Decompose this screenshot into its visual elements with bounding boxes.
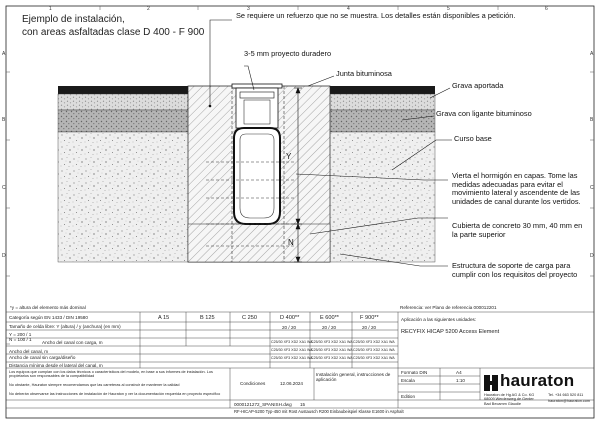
grid-col-5: 5: [447, 6, 450, 12]
class-d400: D 400**: [280, 315, 300, 321]
concrete-f900-c: C25/30 XF3 XD2 XA1 WA: [353, 356, 395, 360]
product-applies-label: Aplicación a las siguientes unidades:: [401, 317, 477, 322]
grid-row-c: C: [2, 185, 6, 191]
footnote: *y = altura del elemento más dominal: [10, 305, 86, 310]
table-row2-label: Tamaño de celda libre: Y (altura) / y (anchura) (en mm): [9, 324, 121, 329]
format-value: A4: [456, 370, 462, 375]
grid-row-c-right: C: [590, 185, 594, 191]
grid-col-1: 1: [49, 6, 52, 12]
disclaimer-3: No deberán observarse las instrucciones de instalación de Hauraton y ver la documentación requerida en proyecto específico: [9, 392, 221, 396]
date: 12.06.2024: [280, 381, 303, 386]
concrete-e600-b: C25/30 XF3 XD2 XA1 WA: [311, 348, 353, 352]
grid-row-a: A: [2, 51, 6, 57]
table-row5-label: Ancho del canal, m: [9, 349, 49, 354]
table-row1-label: Categoría según EN 1433 / DIN 19580: [9, 315, 88, 320]
format-label: Formato DIN: [401, 370, 428, 375]
table-row3-label: Y = 200 / 1: [9, 332, 32, 337]
class-c250: C 250: [242, 315, 257, 321]
dim-d400: 20 / 20: [282, 325, 297, 330]
dim-f900: 20 / 20: [362, 325, 377, 330]
company-phone: Tel. +34 663 520 811: [548, 393, 584, 397]
grid-col-4: 4: [347, 6, 350, 12]
grid-row-b: B: [2, 117, 6, 123]
concrete-d400: C25/30 XF3 XD2 XA1 WA: [271, 340, 313, 344]
support-zone: [188, 224, 330, 262]
table-row6-label: Ancho de canal sin carga/diseño: [9, 355, 76, 360]
concrete-d400-c: C25/30 XF3 XD2 XA1 WA: [271, 356, 313, 360]
class-f900: F 900**: [360, 315, 379, 321]
disclaimer-1: Los equipos que cumplan con los datos técnicos o característicos del modelo, en base a sus informes de instalación. Los propietarios son responsables de la compatibilidad: [9, 370, 213, 379]
class-a15: A 15: [158, 315, 170, 321]
scale-value: 1:10: [456, 378, 465, 383]
drawing-title-line2: con areas asfaltadas clase D 400 - F 900: [22, 27, 205, 38]
drawing-title-line1: Ejemplo de instalación,: [22, 14, 125, 25]
channel-element: [232, 84, 282, 224]
drawing-number: RF-HICAP-5200 Typ-450 mit Rost Austausch R200 Einbaubeispiel Klasse E1600 in Asphalt: [234, 409, 404, 414]
grid-col-2: 2: [147, 6, 150, 12]
concrete-f900-b: C25/30 XF3 XD2 XA1 WA: [353, 348, 395, 352]
table-row4-label: Ancho del canal con carga, m: [42, 340, 103, 345]
table-row7-label: Distancia mínima desde el lateral del canal, m: [9, 363, 103, 368]
scale-label: Escala: [401, 378, 415, 383]
annotation-proyecto: 3-5 mm proyecto duradero: [244, 49, 332, 58]
annotation-cubierta: Cubierta de concreto 30 mm, 40 mm en la parte superior: [452, 221, 583, 239]
concrete-e600: C25/30 XF3 XD2 XA1 WA: [311, 340, 353, 344]
annotation-junta: Junta bituminosa: [336, 69, 392, 78]
file-code: 0000121272_SPANISH.dwg: [234, 402, 292, 407]
table-row3-sub: N = 100 / 1: [9, 337, 32, 342]
reference-note: Referencia: ver Plano de referencia 000012201: [400, 305, 497, 310]
grid-row-b-right: B: [590, 117, 594, 123]
dimension-y-label: Y: [286, 152, 292, 161]
annotation-grava-ligante: Grava con ligante bituminoso: [436, 109, 532, 118]
sheet-number: 15: [300, 402, 306, 407]
company-address: Hauraton de Hg AG & Co. KG 68009 Werdenweg de Genter Bad Becamm Glaudie: [484, 393, 535, 406]
disclaimer-2: No obstante, Hauraton siempre recomendamos que las carreteras al construir de mantener la calidad: [9, 383, 180, 387]
annotation-curso-base: Curso base: [454, 134, 492, 143]
class-e600: E 600**: [320, 315, 339, 321]
install-info: Instalación general, instrucciones de aplicación: [316, 372, 391, 383]
company-web: hauraton@hauraton.com: [548, 399, 591, 403]
grid-row-a-right: A: [590, 51, 594, 57]
annotation-refuerzo: Se requiere un refuerzo que no se muestra. Los detalles están disponibles a petición.: [236, 11, 516, 20]
grid-col-3: 3: [247, 6, 250, 12]
class-b125: B 125: [200, 315, 215, 321]
concrete-e600-c: C25/30 XF3 XD2 XA1 WA: [311, 356, 353, 360]
grid-row-d: D: [2, 253, 6, 259]
annotation-estructura: Estructura de soporte de carga para cumplir con los requisitos del proyecto: [452, 261, 578, 279]
product-name: RECYFIX HICAP 5200 Access Element: [401, 329, 500, 335]
concrete-f900: C25/30 XF3 XD2 XA1 WA: [353, 340, 395, 344]
annotation-hormigon: Vierta el hormigón en capas. Tome las medidas adecuadas para evitar el movimiento lateral y ascendente de las unidades de canal durante los vertidos.: [452, 171, 581, 206]
edition-label: Edition: [401, 394, 416, 399]
concrete-d400-b: C25/30 XF3 XD2 XA1 WA: [271, 348, 313, 352]
annotation-grava-aportada: Grava aportada: [452, 81, 504, 90]
company-name: hauraton: [500, 371, 575, 390]
dim-e600: 20 / 20: [322, 325, 337, 330]
conditions-label: Condiciones: [240, 381, 266, 386]
grid-row-d-right: D: [590, 253, 594, 259]
dimension-n-label: N: [288, 238, 294, 247]
grid-col-6: 6: [545, 6, 548, 12]
